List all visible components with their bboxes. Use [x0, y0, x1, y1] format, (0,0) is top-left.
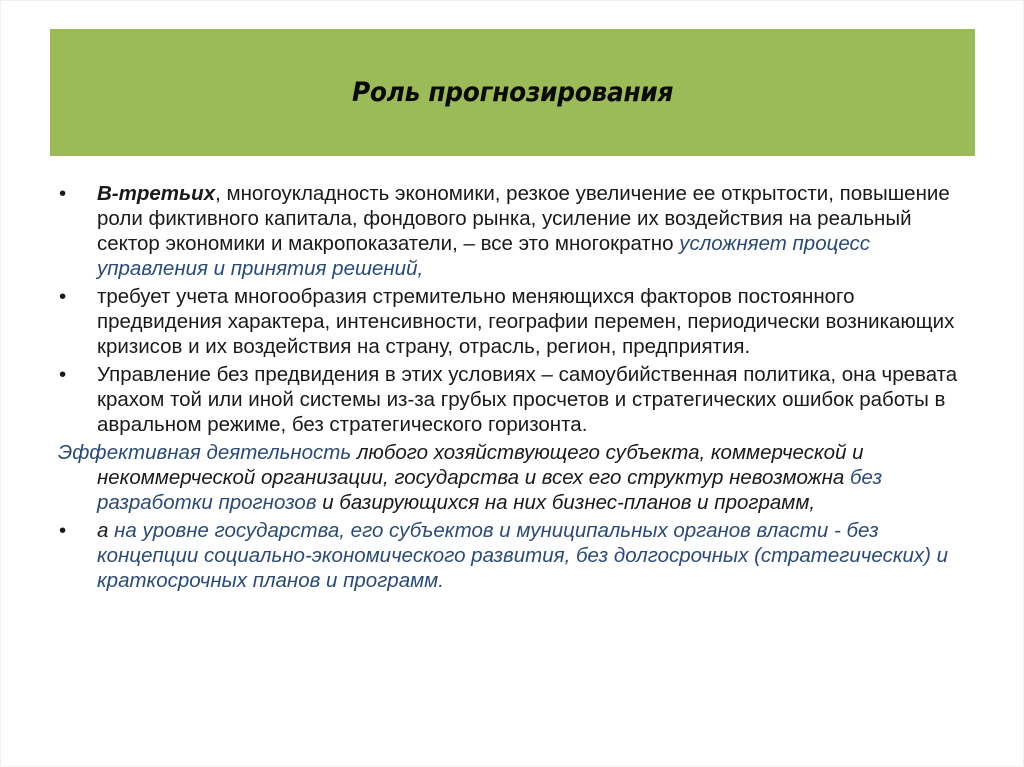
body-text: , многоукладность экономики, резкое увеличение ее открытости, повышение роли фиктивного капитала, фондового рынка, усиление их воздействия на реальный сектор экономики и макропоказатели, – все это многократно — [97, 182, 950, 255]
highlight-text: без разработки прогнозов — [97, 466, 883, 514]
emphasis-text: В-третьих — [97, 182, 216, 205]
slide-title: Роль прогнозирования — [351, 77, 674, 108]
highlight-text: Эффективная деятельность — [58, 441, 352, 464]
italic-text: а — [97, 519, 115, 542]
bullet-icon: • — [59, 519, 67, 542]
body-text: Управление без предвидения в этих условиях – самоубийственная политика, она чревата крахом той или иной системы из-за грубых просчетов и стратегических ошибок работы в авральном режиме, без стратегического горизонта. — [97, 363, 958, 436]
italic-text: любого хозяйствующего субъекта, коммерческой и некоммерческой организации, государства и всех его структур невозможна — [97, 441, 864, 489]
italic-text: и базирующихся на них бизнес-планов и программ, — [316, 491, 816, 514]
slide-body — [58, 181, 973, 596]
highlight-text: усложняет процесс управления и принятия решений, — [97, 232, 871, 280]
bullet-item-requires-accounting — [58, 284, 973, 359]
bullet-icon: • — [59, 285, 67, 308]
bullet-item-management-without-foresight — [58, 362, 973, 437]
paragraph-effective-activity — [58, 440, 973, 515]
highlight-text: на уровне государства, его субъектов и муниципальных органов власти - без концепции социально-экономического развития, без долгосрочных (стратегических) и краткосрочных планов и программ. — [97, 519, 949, 592]
bullet-icon: • — [59, 363, 67, 386]
body-text: требует учета многообразия стремительно меняющихся факторов постоянного предвидения характера, интенсивности, географии перемен, периодически возникающих кризисов и их воздействия на страну, отрасль, регион, предприятия. — [97, 285, 955, 358]
bullet-icon: • — [59, 182, 67, 205]
bullet-item-third-reason — [58, 181, 973, 281]
title-banner — [50, 29, 975, 156]
bullet-item-state-level — [58, 518, 973, 593]
